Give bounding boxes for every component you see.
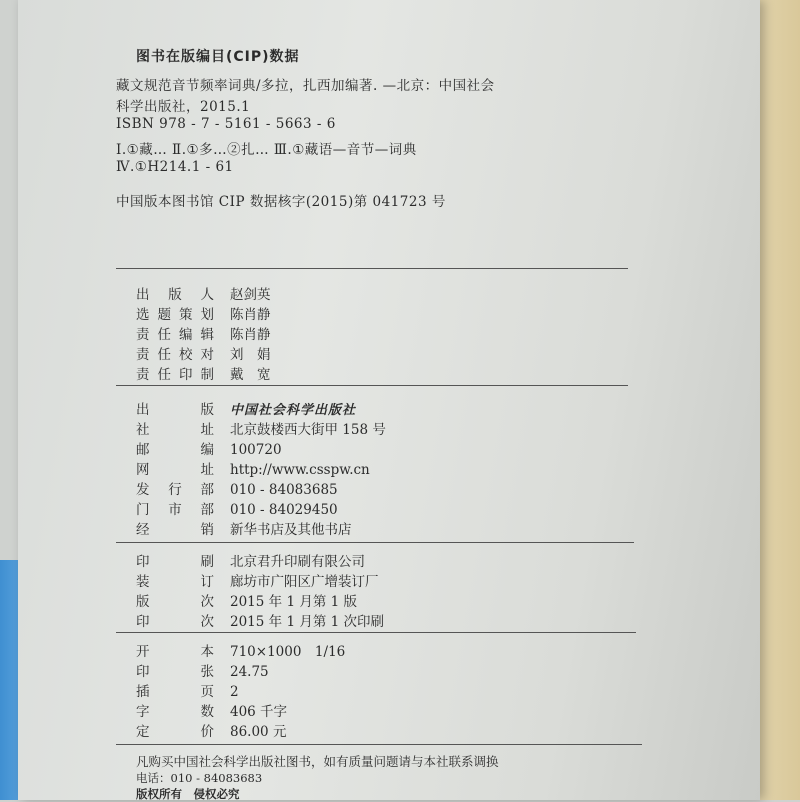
row-label: 经销 (136, 522, 216, 538)
editor-row (136, 283, 271, 303)
row-value: 陈肖静 (230, 307, 271, 323)
spec-row (136, 700, 287, 720)
row-value: 廊坊市广阳区广增装订厂 (230, 574, 379, 590)
row-label: 社址 (136, 422, 216, 438)
row-label: 邮编 (136, 442, 216, 458)
row-value: 100720 (230, 442, 282, 458)
cip-line: 科学出版社，2015.1 (116, 99, 251, 115)
row-value: 新华书店及其他书店 (230, 522, 352, 538)
publisher-row (136, 478, 338, 498)
divider (116, 632, 636, 633)
phone-number: 电话：010 - 84083683 (136, 771, 263, 785)
row-label: 选题策划 (136, 307, 216, 323)
copyright-page (18, 0, 760, 800)
row-label: 插页 (136, 684, 216, 700)
publisher-row (136, 458, 370, 478)
row-value: 赵剑英 (230, 287, 271, 303)
row-label: 出版 (136, 402, 216, 418)
divider (116, 542, 634, 543)
row-value: 710×1000 1/16 (230, 644, 346, 660)
row-value: 24.75 (230, 664, 269, 680)
row-label: 开本 (136, 644, 216, 660)
row-label: 印次 (136, 614, 216, 630)
row-value: 406 千字 (230, 704, 288, 720)
publisher-row (136, 418, 386, 438)
row-value: 陈肖静 (230, 327, 271, 343)
row-value: 北京君升印刷有限公司 (230, 554, 365, 570)
spec-row (136, 660, 269, 680)
divider (116, 744, 642, 745)
row-label: 字数 (136, 704, 216, 720)
row-value: 北京鼓楼西大街甲 158 号 (230, 422, 386, 438)
row-label: 发行部 (136, 482, 216, 498)
editor-row (136, 363, 271, 383)
quality-notice: 凡购买中国社会科学出版社图书，如有质量问题请与本社联系调换 (136, 754, 499, 769)
divider (116, 268, 628, 269)
row-label: 出版人 (136, 287, 216, 303)
cip-line: 藏文规范音节频率词典/多拉，扎西加编著. —北京：中国社会 (116, 78, 495, 94)
row-value: 刘 娟 (230, 347, 271, 363)
publisher-row (136, 398, 356, 418)
row-value: 2015 年 1 月第 1 版 (230, 594, 357, 610)
publisher-row (136, 498, 338, 518)
row-label: 印张 (136, 664, 216, 680)
row-value: 2015 年 1 月第 1 次印刷 (230, 614, 384, 630)
row-label: 印刷 (136, 554, 216, 570)
publisher-row (136, 438, 282, 458)
editor-row (136, 303, 271, 323)
row-label: 责任编辑 (136, 327, 216, 343)
cip-line: Ⅳ.①H214.1 - 61 (116, 159, 234, 175)
row-value: 010 - 84083685 (230, 482, 338, 498)
row-value: 86.00 元 (230, 724, 287, 740)
row-label: 装订 (136, 574, 216, 590)
rights-notice: 版权所有 侵权必究 (136, 787, 240, 801)
row-label: 版次 (136, 594, 216, 610)
spec-row (136, 680, 239, 700)
editor-row (136, 343, 271, 363)
row-label: 门市部 (136, 502, 216, 518)
cip-number: 中国版本图书馆 CIP 数据核字(2015)第 041723 号 (116, 194, 446, 210)
row-value: http://www.csspw.cn (230, 462, 370, 478)
row-value: 2 (230, 684, 239, 700)
spec-row (136, 640, 345, 660)
row-value: 010 - 84029450 (230, 502, 338, 518)
printing-row (136, 610, 384, 630)
printing-row (136, 550, 365, 570)
printing-row (136, 570, 379, 590)
row-label: 责任印制 (136, 367, 216, 383)
row-label: 责任校对 (136, 347, 216, 363)
printing-row (136, 590, 357, 610)
cip-line: ISBN 978 - 7 - 5161 - 5663 - 6 (116, 116, 336, 132)
publisher-logo: 中国社会科学出版社 (230, 403, 357, 418)
publisher-row (136, 518, 352, 538)
row-label: 网址 (136, 462, 216, 478)
cip-heading: 图书在版编目(CIP)数据 (136, 49, 300, 65)
divider (116, 385, 628, 386)
editor-row (136, 323, 271, 343)
cip-line: Ⅰ.①藏… Ⅱ.①多…②扎… Ⅲ.①藏语—音节—词典 (116, 142, 417, 158)
row-label: 定价 (136, 724, 216, 740)
spec-row (136, 720, 286, 740)
row-value: 戴 宽 (230, 367, 271, 383)
